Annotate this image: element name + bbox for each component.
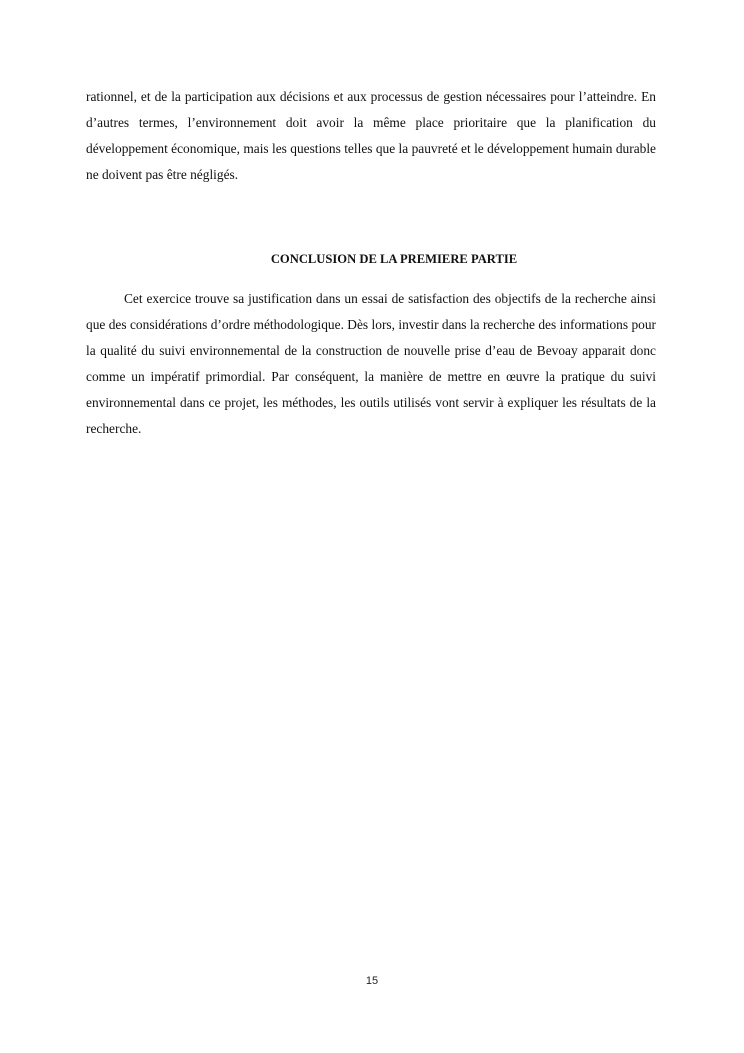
page-number: 15: [365, 975, 379, 987]
body-paragraph-conclusion: Cet exercice trouve sa justification dans un essai de satisfaction des objectifs de la recherche ainsi que des considérations d’ordre méthodologique. Dès lors, investir dans la recherche des informations pour la qualité du suivi environnemental de la construction de nouvelle prise d’eau de Bevoay apparait donc comme un impératif primordial. Par conséquent, la manière de mettre en œuvre la pratique du suivi environnemental dans ce projet, les méthodes, les outils utilisés vont servir à expliquer les résultats de la recherche.: [86, 291, 656, 436]
section-heading: CONCLUSION DE LA PREMIERE PARTIE: [270, 252, 518, 266]
body-paragraph-continuation: rationnel, et de la participation aux décisions et aux processus de gestion nécessaires pour l’atteindre. En d’autres termes, l’environnement doit avoir la même place prioritaire que la planification du développement économique, mais les questions telles que la pauvreté et le développement humain durable ne doivent pas être négligés.: [86, 89, 656, 182]
